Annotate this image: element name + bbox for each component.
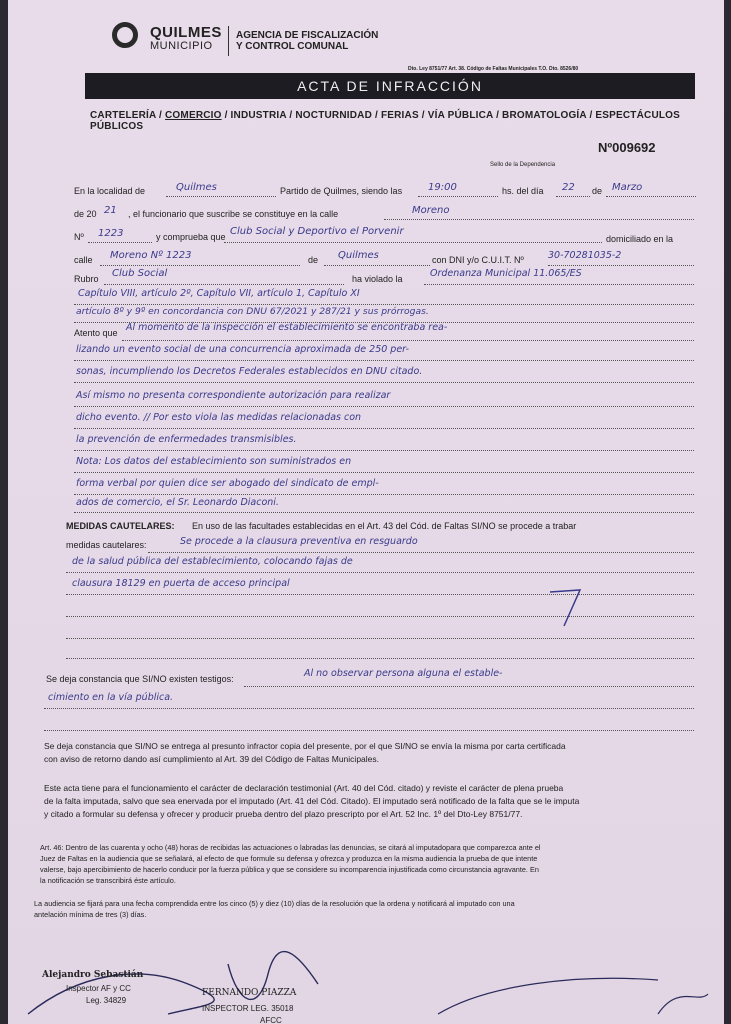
- paragraph-testimonial-line-2: de la falta imputada, salvo que sea enervada por el imputado (Art. 41 del Cód. Citado). El imputado será notificado de la falta que se le imputa: [44, 796, 580, 806]
- paragraph-art46: [40, 842, 712, 886]
- label-de-mes: de: [592, 186, 603, 196]
- hw-atento-4: Así mismo no presenta correspondiente autorización para realizar: [76, 390, 391, 401]
- logo-name: QUILMES: [150, 24, 222, 41]
- field-atento-9: [74, 512, 694, 513]
- paragraph-audiencia: [34, 898, 714, 920]
- hw-violado-3: artículo 8º y 9º en concordancia con DNU 67/2021 y 287/21 y sus prórrogas.: [76, 306, 429, 317]
- hw-comprueba: Club Social y Deportivo el Porvenir: [230, 226, 404, 237]
- paragraph-art46-line-4: la notificación se transcribirá éste artículo.: [40, 876, 176, 885]
- paragraph-testimonial: [44, 782, 704, 821]
- logo-sub: MUNICIPIO: [150, 40, 213, 52]
- decree-reference: Dto. Ley 8751/77 Art. 38. Código de Faltas Municipales T.O. Dto. 8526/80: [408, 66, 579, 72]
- hw-atento-9: ados de comercio, el Sr. Leonardo Diaconi.: [76, 497, 279, 508]
- field-rubro: [104, 284, 344, 285]
- hw-dia: 22: [562, 182, 575, 193]
- paragraph-art46-line-2: Juez de Faltas en la audiencia que se señalará, al efecto de que formule su defensa y ofrezca y produzca en la misma audiencia la prueba de que intente: [40, 854, 538, 863]
- label-medidas-text: En uso de las facultades establecidas en el Art. 43 del Cód. de Faltas SI/NO se procede a trabar: [192, 521, 577, 531]
- hw-atento-2: lizando un evento social de una concurrencia aproximada de 250 per-: [76, 344, 410, 355]
- hw-atento-8: forma verbal por quien dice ser abogado del sindicato de empl-: [76, 478, 379, 489]
- hw-calle2: Moreno Nº 1223: [110, 250, 192, 261]
- categories-after: / INDUSTRIA / NOCTURNIDAD / FERIAS / VÍA PÚBLICA / BROMATOLOGÍA / ESPECTÁCULOS PÚBLICOS: [90, 110, 681, 132]
- hw-mes: Marzo: [612, 182, 643, 193]
- label-calle2: calle: [74, 255, 93, 265]
- field-atento-1: [122, 340, 694, 341]
- label-localidad: En la localidad de: [74, 186, 146, 196]
- label-violado: ha violado la: [352, 274, 403, 284]
- field-de-localidad: [324, 265, 430, 266]
- label-comprueba: y comprueba que: [156, 232, 226, 242]
- paragraph-audiencia-line-2: antelación mínima de tres (3) días.: [34, 910, 147, 919]
- field-testigos-3: [44, 730, 694, 731]
- agency-line-2: Y CONTROL COMUNAL: [236, 41, 349, 52]
- field-testigos-1: [244, 686, 694, 687]
- field-medidas-3: [66, 594, 694, 595]
- stamp-label: Sello de la Dependencia: [490, 162, 556, 168]
- label-cuit: con DNI y/o C.U.I.T. Nº: [432, 255, 524, 265]
- paragraph-audiencia-line-1: La audiencia se fijará para una fecha comprendida entre los cinco (5) y diez (10) días de la resolución que la ordena y notificará al imputado con una: [34, 899, 515, 908]
- label-numero: Nº: [74, 232, 84, 242]
- field-medidas-6: [66, 658, 694, 659]
- field-calle2: [100, 265, 300, 266]
- hw-atento-7: Nota: Los datos del establecimiento son suministrados en: [76, 456, 352, 467]
- paragraph-testimonial-line-3: y citado a formular su defensa y ofrecer y producir prueba dentro del plazo prescripto por el Art. 52 Inc. 1º del Dto-Ley 8751/77.: [44, 809, 523, 819]
- field-medidas-4: [66, 616, 694, 617]
- hw-atento-3: sonas, incumpliendo los Decretos Federales establecidos en DNU citado.: [76, 366, 423, 377]
- field-calle: [384, 219, 694, 220]
- label-medidas-l2: medidas cautelares:: [66, 540, 147, 550]
- field-medidas-1: [148, 552, 694, 553]
- hw-atento-6: la prevención de enfermedades transmisibles.: [76, 434, 297, 445]
- category-selected: COMERCIO: [165, 110, 222, 121]
- field-atento-6: [74, 450, 694, 451]
- quilmes-logo-icon: [112, 22, 138, 48]
- field-testigos-2: [44, 708, 694, 709]
- label-de-localidad: de: [308, 255, 319, 265]
- paragraph-art46-line-3: valerse, bajo apercibimiento de hacerlo conducir por la fuerza pública y que se considere su incomparencia injustificada como circunstancia agravante. En: [40, 865, 539, 874]
- field-dia: [556, 196, 590, 197]
- form-number: Nº009692: [598, 140, 656, 155]
- label-domiciliado: domiciliado en la: [606, 234, 674, 244]
- hw-violado: Ordenanza Municipal 11.065/ES: [430, 268, 582, 279]
- category-list: [90, 110, 724, 132]
- signature-1-role: Inspector AF y CC: [66, 984, 131, 993]
- field-atento-7: [74, 472, 694, 473]
- field-cuit: [548, 265, 694, 266]
- field-atento-5: [74, 428, 694, 429]
- paragraph-copia-line-1: Se deja constancia que SI/NO se entrega al presunto infractor copia del presente, por el que SI/NO se envía la misma por carta certificada: [44, 741, 566, 751]
- field-hora: [418, 196, 498, 197]
- label-atento: Atento que: [74, 328, 118, 338]
- label-hs: hs. del día: [502, 186, 544, 196]
- categories-before: CARTELERÍA /: [90, 110, 166, 121]
- field-atento-8: [74, 494, 694, 495]
- hw-numero: 1223: [98, 228, 124, 239]
- paragraph-copia: [44, 740, 704, 766]
- label-testigos: Se deja constancia que SI/NO existen testigos:: [46, 674, 234, 684]
- hw-violado-2: Capítulo VIII, artículo 2º, Capítulo VII, artículo 1, Capítulo XI: [78, 288, 360, 299]
- field-mes: [606, 196, 696, 197]
- field-numero: [88, 242, 152, 243]
- hw-de: Quilmes: [338, 250, 379, 261]
- hw-localidad: Quilmes: [176, 182, 217, 193]
- hw-hora: 19:00: [428, 182, 457, 193]
- hw-atento-1: Al momento de la inspección el establecimiento se encontraba rea-: [126, 322, 448, 333]
- hw-anio: 21: [104, 205, 117, 216]
- agency-name: [236, 30, 436, 52]
- field-atento-2: [74, 360, 694, 361]
- hw-calle: Moreno: [412, 205, 450, 216]
- hw-rubro: Club Social: [112, 268, 168, 279]
- hw-medidas-1: Se procede a la clausura preventiva en resguardo: [180, 536, 418, 547]
- hw-cuit: 30-70281035-2: [548, 250, 622, 261]
- field-atento-3: [74, 382, 694, 383]
- logo-divider: [228, 26, 229, 56]
- signature-1-name: Alejandro Sebastián: [42, 970, 144, 980]
- label-medidas-title: MEDIDAS CAUTELARES:: [66, 521, 175, 531]
- infraction-form-paper: [8, 0, 724, 1024]
- handwritten-slash-mark: [546, 586, 586, 630]
- paragraph-art46-line-1: Art. 46: Dentro de las cuarenta y ocho (48) horas de recibidas las actuaciones o labradas las denuncias, se citará al imputadopara que comparezca ante el: [40, 843, 541, 852]
- label-funcionario: , el funcionario que suscribe se constituye en la calle: [128, 209, 339, 219]
- hw-medidas-3: clausura 18129 en puerta de acceso principal: [72, 578, 290, 589]
- label-rubro: Rubro: [74, 274, 99, 284]
- signature-1-leg: Leg. 34829: [86, 996, 127, 1005]
- hw-testigos-2: cimiento en la vía pública.: [48, 692, 174, 703]
- label-anio: de 20: [74, 209, 97, 219]
- field-medidas-5: [66, 638, 694, 639]
- hw-medidas-2: de la salud pública del establecimiento, colocando fajas de: [72, 556, 353, 567]
- agency-line-1: AGENCIA DE FISCALIZACIÓN: [236, 30, 379, 41]
- field-atento-4: [74, 406, 694, 407]
- signature-2-name: FERNANDO PIAZZA: [202, 988, 297, 998]
- field-medidas-2: [66, 572, 694, 573]
- hw-atento-5: dicho evento. // Por esto viola las medidas relacionadas con: [76, 412, 362, 423]
- field-localidad: [166, 196, 276, 197]
- label-partido: Partido de Quilmes, siendo las: [280, 186, 403, 196]
- field-violado: [424, 284, 694, 285]
- field-violado-2: [74, 304, 694, 305]
- paragraph-testimonial-line-1: Este acta tiene para el funcionamiento el carácter de declaración testimonial (Art. 40 del Cód. citado) y reviste el carácter de plena prueba: [44, 783, 564, 793]
- field-comprueba: [224, 242, 602, 243]
- signature-2-sub: AFCC: [260, 1016, 282, 1024]
- signature-2-role: INSPECTOR LEG. 35018: [202, 1004, 294, 1013]
- paragraph-copia-line-2: con aviso de retorno dando así cumplimiento al Art. 39 del Código de Faltas Municipales.: [44, 754, 379, 764]
- hw-testigos-1: Al no observar persona alguna el estable-: [304, 668, 503, 679]
- form-title-banner: ACTA DE INFRACCIÓN: [85, 73, 695, 99]
